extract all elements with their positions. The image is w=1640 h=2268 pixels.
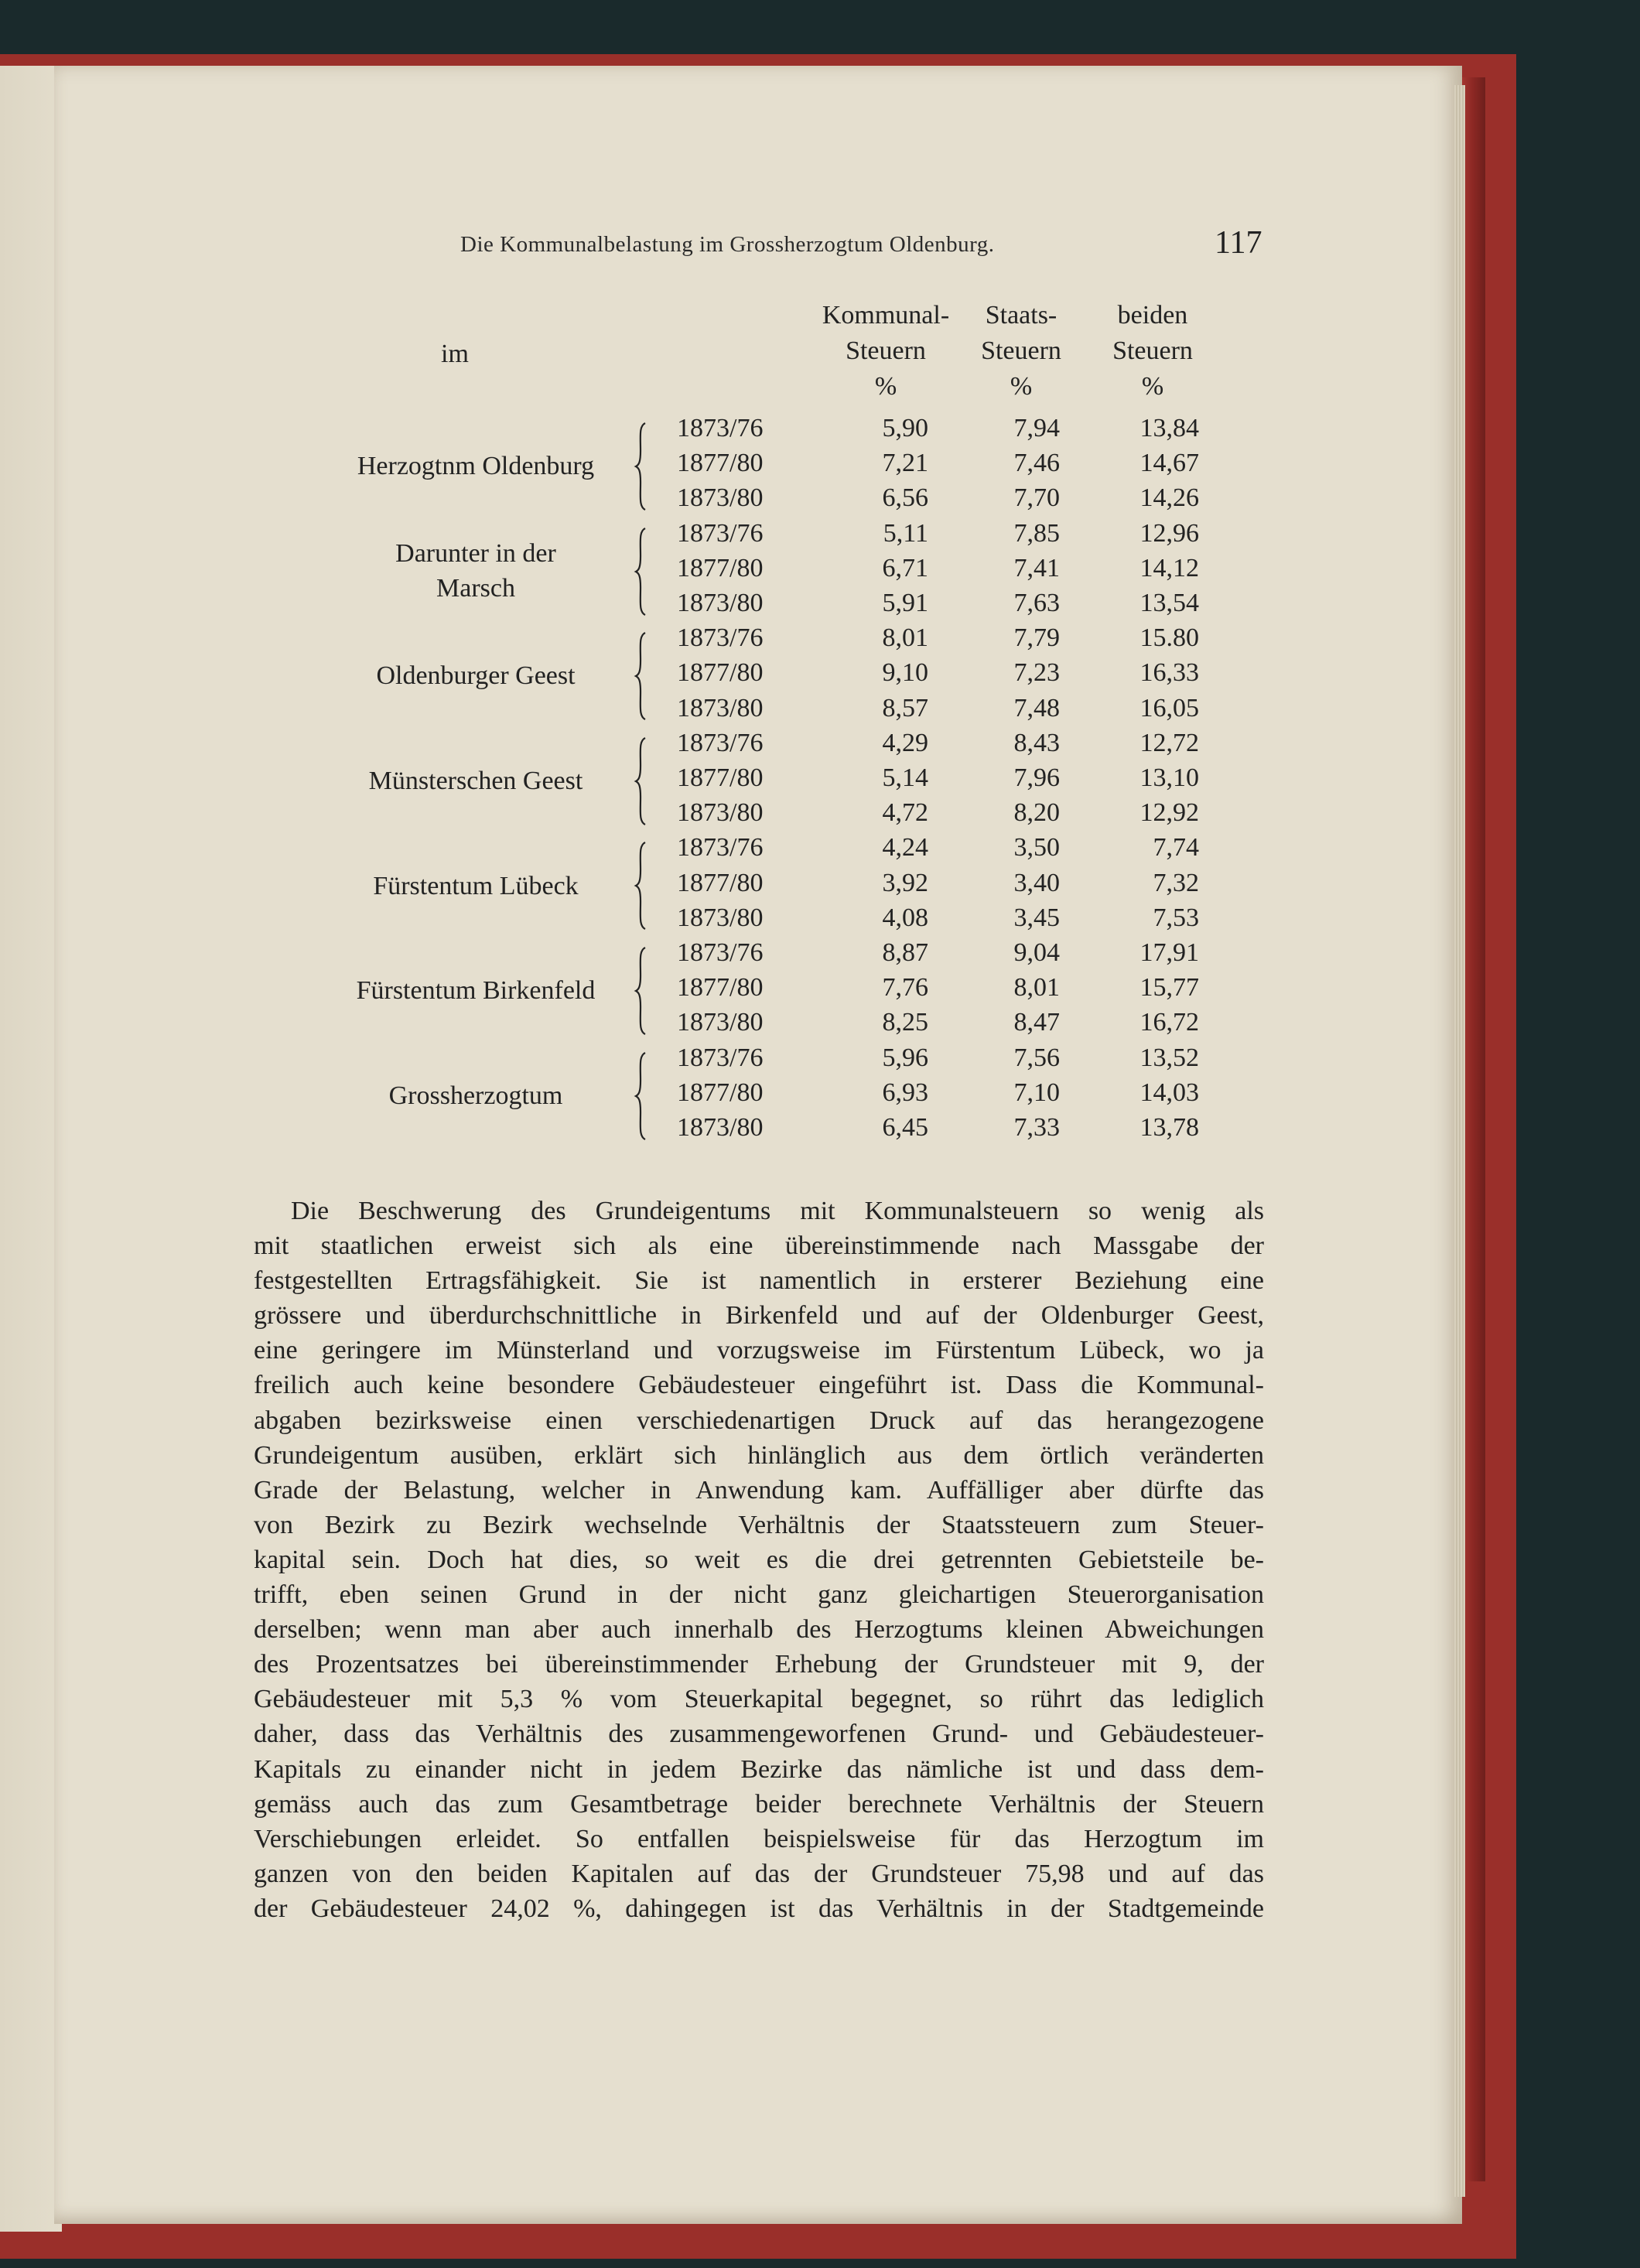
staats-cell: 7,96: [1013, 763, 1060, 792]
beiden-cell: 13,54: [1139, 588, 1199, 617]
staats-cell: 8,47: [1013, 1008, 1060, 1037]
region-name-line: Fürstentum Birkenfeld: [356, 976, 596, 1006]
table-row: [325, 658, 1253, 693]
beiden-cell: 7,74: [1153, 833, 1199, 862]
year-cell: 1873/80: [677, 483, 764, 513]
table-row: [325, 449, 1253, 483]
kommunal-cell: 6,45: [882, 1112, 928, 1142]
table-row: [325, 1078, 1253, 1113]
text-line: eine geringere im Münsterland und vorzugsweise im Fürstentum Lübeck, wo ja: [254, 1336, 1264, 1365]
header-beiden-line2: Steuern: [1112, 336, 1193, 365]
text-line: Grade der Belastung, welcher in Anwendung kam. Auffälliger aber dürfte das: [254, 1475, 1264, 1505]
beiden-cell: 13,52: [1139, 1043, 1199, 1072]
kommunal-cell: 8,01: [882, 623, 928, 653]
text-line: Gebäudesteuer mit 5,3 % vom Steuerkapital begegnet, so rührt das lediglich: [254, 1685, 1264, 1714]
kommunal-cell: 5,90: [882, 414, 928, 442]
table-row: [325, 798, 1253, 833]
beiden-cell: 12,72: [1139, 728, 1199, 757]
header-staats-line2: Steuern: [981, 336, 1061, 365]
staats-cell: 7,56: [1013, 1043, 1060, 1072]
header-staats-line1: Staats-: [985, 301, 1057, 330]
year-cell: 1877/80: [677, 973, 764, 1002]
text-line: Die Beschwerung des Grundeigentums mit Kommunalsteuern so wenig als: [291, 1197, 1264, 1225]
header-im: im: [441, 340, 469, 368]
text-line: Verschiebungen erleidet. So entfallen beispielsweise für das Herzogtum im: [254, 1824, 1264, 1853]
text-line: abgaben bezirksweise einen verschiedenartigen Druck auf das herangezogene: [254, 1406, 1264, 1435]
text-line: mit staatlichen erweist sich als eine übereinstimmende nach Massgabe der: [254, 1231, 1264, 1261]
header-staats: [955, 298, 1087, 405]
page-number: 117: [1215, 225, 1262, 261]
kommunal-cell: 4,24: [882, 833, 928, 862]
year-cell: 1873/76: [677, 1043, 764, 1072]
year-cell: 1873/80: [677, 1008, 764, 1037]
beiden-cell: 7,53: [1153, 903, 1199, 932]
table-group: [325, 414, 1253, 518]
body-paragraph: [254, 1194, 1264, 1926]
region-name-line: Herzogtnm Oldenburg: [357, 452, 595, 481]
table-row: [325, 938, 1253, 973]
region-name-line: Oldenburger Geest: [376, 661, 576, 691]
table-group: [325, 938, 1253, 1043]
text-line: ganzen von den beiden Kapitalen auf das der Grundsteuer 75,98 und auf das: [254, 1859, 1264, 1888]
text-line: festgestellten Ertragsfähigkeit. Sie ist namentlich in ersterer Beziehung eine: [254, 1266, 1264, 1296]
year-cell: 1877/80: [677, 1078, 764, 1107]
kommunal-cell: 4,72: [882, 798, 928, 828]
kommunal-cell: 8,25: [882, 1008, 928, 1037]
kommunal-cell: 6,56: [882, 483, 928, 513]
header-kommunal: [801, 298, 971, 405]
year-cell: 1873/80: [677, 798, 764, 828]
year-cell: 1873/76: [677, 833, 764, 862]
text-line: daher, dass das Verhältnis des zusammengeworfenen Grund- und Gebäudesteuer-: [254, 1720, 1264, 1749]
year-cell: 1873/76: [677, 938, 764, 967]
text-line: der Gebäudesteuer 24,02 %, dahingegen ist das Verhältnis in der Stadtgemeinde: [254, 1894, 1264, 1923]
kommunal-cell: 7,76: [882, 973, 928, 1002]
staats-cell: 7,85: [1013, 518, 1060, 548]
year-cell: 1873/80: [677, 903, 764, 932]
beiden-cell: 15.80: [1139, 623, 1199, 653]
text-line: Grundeigentum ausüben, erklärt sich hinlänglich aus dem örtlich veränderten: [254, 1440, 1264, 1470]
table-row: [325, 623, 1253, 658]
table-row: [325, 973, 1253, 1008]
beiden-cell: 16,33: [1139, 658, 1199, 688]
beiden-cell: 12,96: [1139, 518, 1199, 548]
text-line: Kapitals zu einander nicht in jedem Bezirke das nämliche ist und dass dem-: [254, 1754, 1264, 1784]
region-name-line: Münsterschen Geest: [368, 766, 583, 795]
table-group: [325, 833, 1253, 938]
beiden-cell: 14,12: [1139, 553, 1199, 582]
staats-cell: 3,45: [1013, 903, 1060, 932]
staats-cell: 7,41: [1013, 553, 1060, 582]
staats-cell: 7,23: [1013, 658, 1060, 688]
kommunal-cell: 5,91: [882, 588, 928, 617]
region-name-line: Fürstentum Lübeck: [373, 871, 579, 900]
table-group: [325, 729, 1253, 833]
text-line: gemäss auch das zum Gesamtbetrage beider berechnete Verhältnis der Steuern: [254, 1789, 1264, 1819]
year-cell: 1873/80: [677, 693, 764, 722]
table-row: [325, 763, 1253, 798]
year-cell: 1877/80: [677, 868, 764, 897]
text-line: freilich auch keine besondere Gebäudesteuer eingeführt ist. Dass die Kommunal-: [254, 1371, 1264, 1400]
staats-cell: 8,01: [1013, 973, 1060, 1002]
beiden-cell: 13,84: [1139, 414, 1199, 442]
table-row: [325, 589, 1253, 623]
staats-cell: 7,48: [1013, 693, 1060, 722]
header-beiden: [1087, 298, 1218, 405]
text-line: grössere und überdurchschnittliche in Birkenfeld und auf der Oldenburger Geest,: [254, 1301, 1264, 1330]
header-kommunal-line2: Steuern: [846, 336, 926, 365]
region-name-line: Grossherzogtum: [388, 1081, 563, 1110]
header-staats-unit: %: [1010, 372, 1033, 401]
beiden-cell: 14,03: [1139, 1078, 1199, 1107]
kommunal-cell: 5,96: [882, 1043, 928, 1072]
staats-cell: 7,94: [1013, 414, 1060, 442]
beiden-cell: 13,78: [1139, 1112, 1199, 1142]
kommunal-cell: 3,92: [882, 868, 928, 897]
table-group: [325, 1043, 1253, 1148]
staats-cell: 7,79: [1013, 623, 1060, 653]
header-beiden-line1: beiden: [1117, 301, 1188, 330]
table-row: [325, 414, 1253, 449]
year-cell: 1877/80: [677, 553, 764, 582]
kommunal-cell: 8,87: [882, 938, 928, 967]
kommunal-cell: 8,57: [882, 693, 928, 722]
beiden-cell: 16,05: [1139, 693, 1199, 722]
year-cell: 1877/80: [677, 763, 764, 792]
table-row: [325, 1113, 1253, 1148]
staats-cell: 8,20: [1013, 798, 1060, 828]
table-row: [325, 903, 1253, 938]
table-row: [325, 694, 1253, 729]
staats-cell: 9,04: [1013, 938, 1060, 967]
staats-cell: 8,43: [1013, 728, 1060, 757]
text-line: trifft, eben seinen Grund in der nicht ganz gleichartigen Steuerorganisation: [254, 1580, 1264, 1610]
year-cell: 1873/76: [677, 414, 764, 442]
year-cell: 1873/76: [677, 728, 764, 757]
kommunal-cell: 9,10: [882, 658, 928, 688]
region-name-line: Darunter in der: [395, 539, 556, 569]
table-row: [325, 554, 1253, 589]
year-cell: 1877/80: [677, 449, 764, 478]
table-group: [325, 519, 1253, 623]
table-group: [325, 623, 1253, 728]
header-kommunal-unit: %: [874, 372, 897, 401]
page-edges: [1454, 85, 1465, 2197]
year-cell: 1873/80: [677, 588, 764, 617]
table-row: [325, 519, 1253, 554]
beiden-cell: 16,72: [1139, 1008, 1199, 1037]
text-line: kapital sein. Doch hat dies, so weit es die drei getrennten Gebietsteile be-: [254, 1545, 1264, 1574]
beiden-cell: 14,26: [1139, 483, 1199, 513]
year-cell: 1873/76: [677, 623, 764, 653]
text-line: derselben; wenn man aber auch innerhalb des Herzogtums kleinen Abweichungen: [254, 1615, 1264, 1645]
facing-page-edge: [0, 66, 62, 2232]
table-row: [325, 1008, 1253, 1043]
kommunal-cell: 5,14: [882, 763, 928, 792]
beiden-cell: 7,32: [1153, 868, 1199, 897]
kommunal-cell: 6,93: [882, 1078, 928, 1107]
staats-cell: 7,70: [1013, 483, 1060, 513]
running-head: Die Kommunalbelastung im Grossherzogtum Oldenburg.: [460, 232, 995, 257]
beiden-cell: 15,77: [1139, 973, 1199, 1002]
staats-cell: 7,33: [1013, 1112, 1060, 1142]
text-line: des Prozentsatzes bei übereinstimmender Erhebung der Grundsteuer mit 9, der: [254, 1650, 1264, 1679]
table-row: [325, 483, 1253, 518]
header-beiden-unit: %: [1141, 372, 1164, 401]
year-cell: 1873/80: [677, 1112, 764, 1142]
year-cell: 1873/76: [677, 518, 764, 548]
staats-cell: 7,10: [1013, 1078, 1060, 1107]
region-name-line: Marsch: [436, 574, 515, 603]
year-cell: 1877/80: [677, 658, 764, 688]
beiden-cell: 14,67: [1139, 449, 1199, 478]
staats-cell: 3,40: [1013, 868, 1060, 897]
kommunal-cell: 6,71: [882, 553, 928, 582]
kommunal-cell: 7,21: [882, 449, 928, 478]
header-kommunal-line1: Kommunal-: [822, 301, 950, 330]
table-row: [325, 869, 1253, 903]
table-row: [325, 729, 1253, 763]
kommunal-cell: 4,29: [882, 728, 928, 757]
staats-cell: 7,63: [1013, 588, 1060, 617]
table-row: [325, 1043, 1253, 1078]
beiden-cell: 17,91: [1139, 938, 1199, 967]
table-row: [325, 833, 1253, 868]
beiden-cell: 13,10: [1139, 763, 1199, 792]
kommunal-cell: 4,08: [882, 903, 928, 932]
beiden-cell: 12,92: [1139, 798, 1199, 828]
text-line: von Bezirk zu Bezirk wechselnde Verhältnis der Staatssteuern zum Steuer-: [254, 1510, 1264, 1539]
staats-cell: 3,50: [1013, 833, 1060, 862]
kommunal-cell: 5,11: [883, 518, 928, 548]
staats-cell: 7,46: [1013, 449, 1060, 478]
